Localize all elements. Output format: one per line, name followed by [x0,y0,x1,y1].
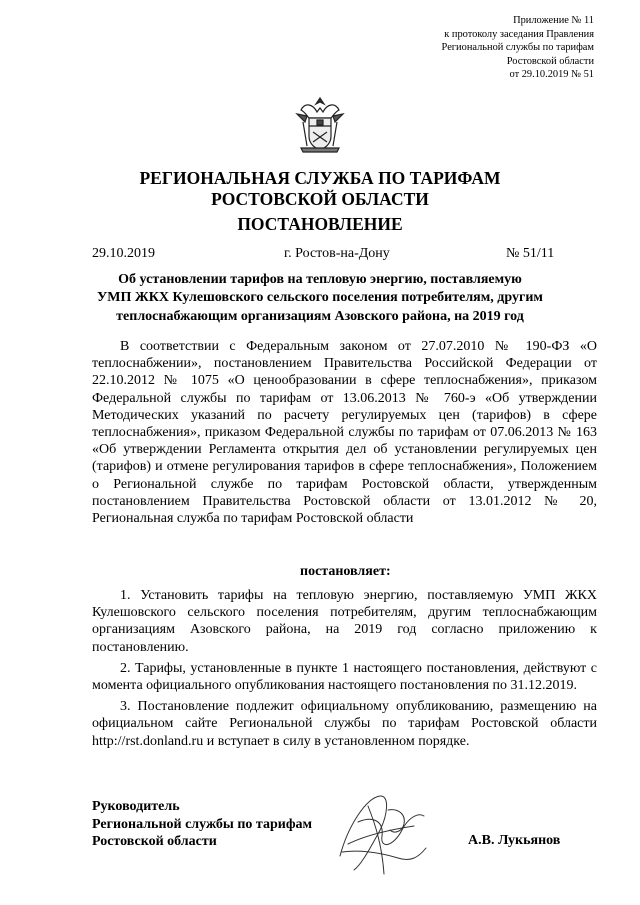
resolution-item: 3. Постановление подлежит официальному опубликованию, размещению на официальном сайте Региональной службы по тарифам Ростовской области http://rst.donland.ru и вступает в силу в установленном порядке. [92,699,597,749]
appendix-note [334,14,594,82]
document-place: г. Ростов-на-Дону [284,246,390,261]
signatory-title-line: Руководитель [92,799,180,814]
subject-line: Об установлении тарифов на тепловую энергию, поставляемую [118,272,522,287]
signatory-title-line: Региональной службы по тарифам [92,816,313,832]
signer-name: А.В. Лукьянов [468,833,561,848]
appendix-line: Приложение № 11 [513,15,594,26]
document-number: № 51/11 [506,246,555,261]
resolution-item: 2. Тарифы, установленные в пункте 1 настоящего постановления, действуют с момента официального опубликования настоящего постановления по 31.12.2019. [92,660,597,694]
coat-of-arms-icon [293,92,347,156]
document-subject [80,271,560,326]
appendix-line: к протоколу заседания Правления [444,28,594,40]
subject-line: УМП ЖКХ Кулешовского сельского поселения потребителям, другим [97,290,543,306]
appendix-line: от 29.10.2019 № 51 [509,69,594,80]
resolution-item: 1. Установить тарифы на тепловую энергию, поставляемую УМП ЖКХ Кулешовского сельского поселения потребителям, другим теплоснабжающим организациям Азовского района, на 2019 год согласно приложению к постановлению. [92,588,597,655]
agency-title [0,168,640,210]
document-date: 29.10.2019 [92,246,155,261]
appendix-line: Ростовской области [506,55,594,67]
subject-line: теплоснабжающим организациям Азовского района, на 2019 год [116,308,524,324]
preamble-paragraph: В соответствии с Федеральным законом от 27.07.2010 № 190-ФЗ «О теплоснабжении», постановлением Правительства Российской Федерации от 22.10.2012 № 1075 «О ценообразовании в сфере теплоснабжения», приказом Федеральной службы по тарифам от 13.06.2013 № 760-э «Об утверждении Методических указаний по расчету регулируемых цен (тарифов) в сфере теплоснабжения», приказом Федеральной службы по тарифам от 07.06.2013 № 163 «Об утверждении Регламента открытия дел об установлении регулируемых цен (тарифов) и отмене регулирования тарифов в сфере теплоснабжения», Положением о Региональной службе по тарифам Ростовской области, утвержденным постановлением Правительства Ростовской области от 13.01.2012 № 20, Региональная служба по тарифам Ростовской области [92,339,597,527]
appendix-line: Региональной службы по тарифам [441,42,594,53]
agency-title-line: РЕГИОНАЛЬНАЯ СЛУЖБА ПО ТАРИФАМ [139,168,501,188]
signatory-title [92,798,312,851]
resolution-items [92,587,597,754]
signatory-title-line: Ростовской области [92,834,217,850]
handwritten-signature [318,786,436,882]
document-type: ПОСТАНОВЛЕНИЕ [237,214,403,234]
resolves-heading: постановляет: [300,564,391,579]
agency-title-line: РОСТОВСКОЙ ОБЛАСТИ [211,189,429,209]
